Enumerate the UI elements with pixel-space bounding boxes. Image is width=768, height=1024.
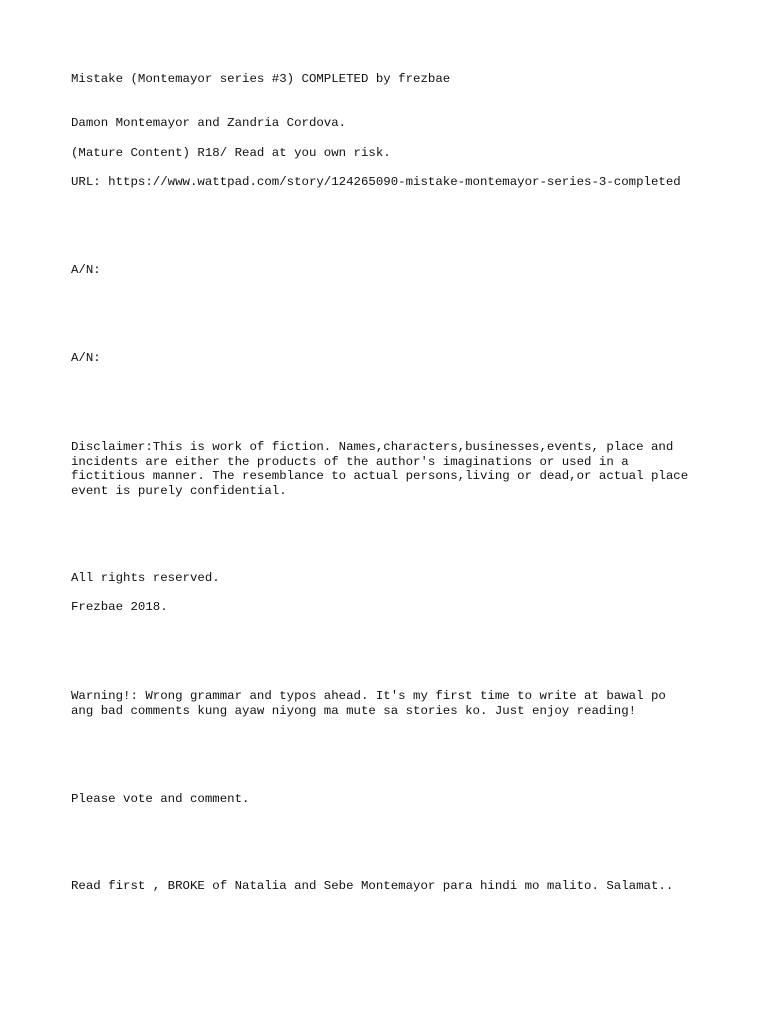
story-title: Mistake (Montemayor series #3) COMPLETED by frezbae — [71, 72, 451, 86]
story-url: URL: https://www.wattpad.com/story/124265090-mistake-montemayor-series-3-completed — [71, 175, 681, 189]
main-characters: Damon Montemayor and Zandria Cordova. — [71, 116, 347, 130]
disclaimer-line: fictitious manner. The resemblance to actual persons,living or dead,or actual place — [71, 469, 689, 484]
disclaimer-line: event is purely confidential. — [71, 483, 287, 498]
disclaimer-line: Disclaimer:This is work of fiction. Names,characters,businesses,events, place and — [71, 440, 674, 454]
warning-line: ang bad comments kung ayaw niyong ma mute sa stories ko. Just enjoy reading! — [71, 703, 637, 718]
disclaimer-paragraph — [71, 440, 711, 498]
disclaimer-line: incidents are either the products of the author's imaginations or used in a — [71, 454, 629, 469]
vote-request: Please vote and comment. — [71, 792, 250, 806]
warning-line: Warning!: Wrong grammar and typos ahead. It's my first time to write at bawal po — [71, 689, 666, 703]
author-note-1: A/N: — [71, 263, 101, 277]
rights-reserved: All rights reserved. — [71, 571, 220, 585]
content-rating: (Mature Content) R18/ Read at you own risk. — [71, 146, 391, 160]
warning-paragraph — [71, 689, 711, 718]
read-first-note: Read first , BROKE of Natalia and Sebe Montemayor para hindi mo malito. Salamat.. — [71, 879, 674, 893]
copyright-line: Frezbae 2018. — [71, 600, 168, 614]
author-note-2: A/N: — [71, 351, 101, 365]
